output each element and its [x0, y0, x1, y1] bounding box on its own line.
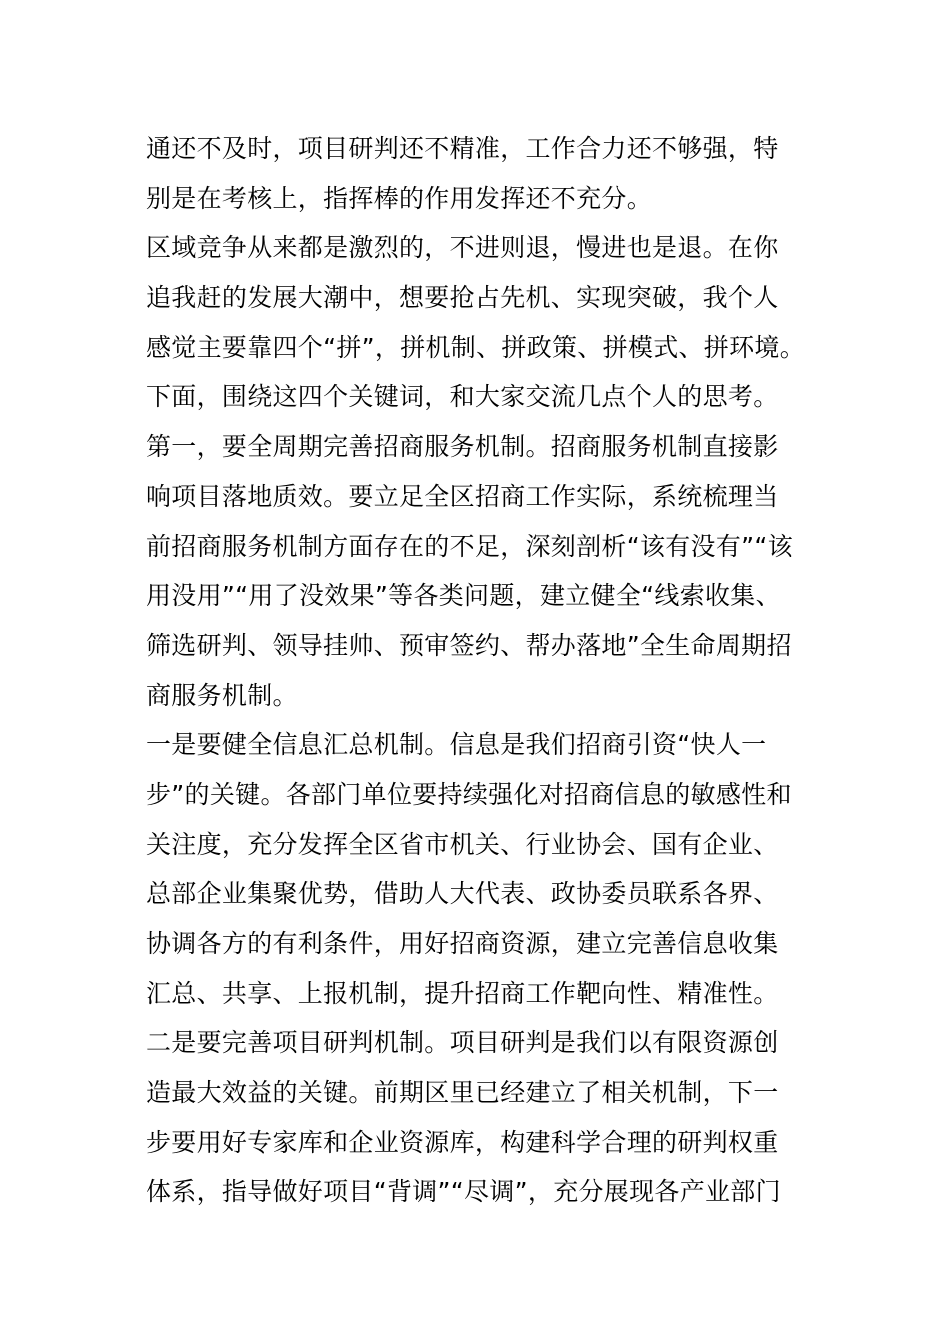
- text-line: 用没用”“用了没效果”等各类问题，建立健全“线索收集、: [146, 581, 781, 611]
- text-line: 第一，要全周期完善招商服务机制。招商服务机制直接影: [146, 432, 779, 462]
- text-line: 前招商服务机制方面存在的不足，深刻剖析“该有没有”“该: [146, 531, 793, 561]
- text-line: 汇总、共享、上报机制，提升招商工作靶向性、精准性。: [146, 978, 779, 1008]
- text-line: 造最大效益的关键。前期区里已经建立了相关机制，下一: [146, 1078, 779, 1108]
- text-line: 体系，指导做好项目“背调”“尽调”，充分展现各产业部门: [146, 1177, 781, 1207]
- document-body: [146, 124, 826, 1217]
- text-line: 下面，围绕这四个关键词，和大家交流几点个人的思考。: [146, 382, 779, 412]
- text-line: 区域竞争从来都是激烈的，不进则退，慢进也是退。在你: [146, 233, 779, 263]
- text-line: 商服务机制。: [146, 680, 298, 710]
- text-line: 关注度，充分发挥全区省市机关、行业协会、国有企业、: [146, 829, 779, 859]
- text-line: 总部企业集聚优势，借助人大代表、政协委员联系各界、: [146, 879, 779, 909]
- text-line: 别是在考核上，指挥棒的作用发挥还不充分。: [146, 183, 653, 213]
- text-line: 二是要完善项目研判机制。项目研判是我们以有限资源创: [146, 1028, 779, 1058]
- text-line: 一是要健全信息汇总机制。信息是我们招商引资“快人一: [146, 730, 767, 760]
- text-line: 感觉主要靠四个“拼”，拼机制、拼政策、拼模式、拼环境。: [146, 332, 806, 362]
- text-line: 步要用好专家库和企业资源库，构建科学合理的研判权重: [146, 1127, 779, 1157]
- text-line: 筛选研判、领导挂帅、预审签约、帮办落地”全生命周期招: [146, 630, 792, 660]
- text-line: 响项目落地质效。要立足全区招商工作实际，系统梳理当: [146, 481, 779, 511]
- text-line: 通还不及时，项目研判还不精准，工作合力还不够强，特: [146, 134, 779, 163]
- text-line: 协调各方的有利条件，用好招商资源，建立完善信息收集: [146, 929, 779, 958]
- text-line: 追我赶的发展大潮中，想要抢占先机、实现突破，我个人: [146, 283, 779, 313]
- text-line: 步”的关键。各部门单位要持续强化对招商信息的敏感性和: [146, 779, 792, 809]
